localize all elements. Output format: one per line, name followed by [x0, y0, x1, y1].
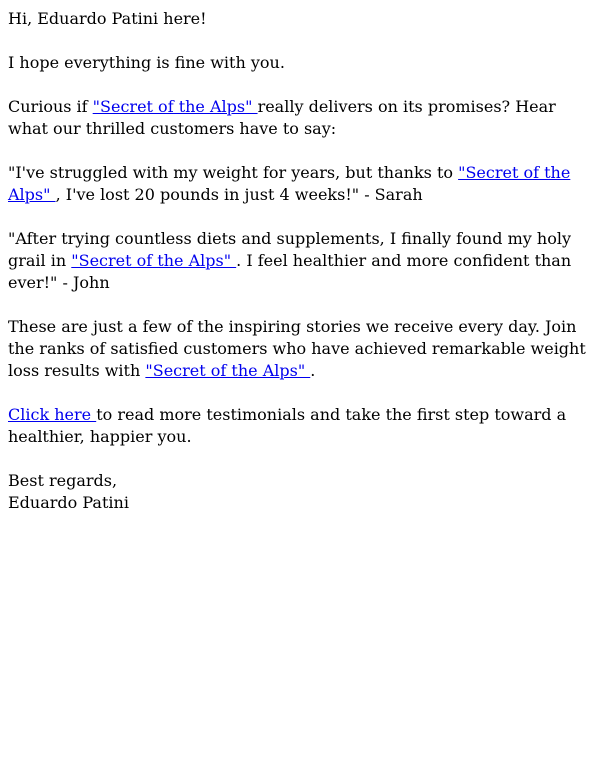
- text-run: Curious if: [8, 97, 93, 116]
- text-run: , I've lost 20 pounds in just 4 weeks!" - Sarah: [55, 185, 423, 204]
- paragraph-call-to-action: [8, 404, 592, 448]
- paragraph-opening: [8, 52, 592, 74]
- text-run: These are just a few of the inspiring stories we receive every day. Join the ranks of satisfied customers who have achieved remarkable weight loss results with: [8, 317, 586, 380]
- text-run: . I feel healthier and more confident than ever!" - John: [8, 251, 572, 292]
- click-here-link[interactable]: Click here: [8, 405, 97, 424]
- paragraph-greeting: [8, 8, 592, 30]
- secret-of-the-alps-link-3[interactable]: "Secret of the Alps": [71, 251, 237, 270]
- text-run: really delivers on its promises? Hear what our thrilled customers have to say:: [8, 97, 556, 138]
- paragraph-testimonial-sarah: [8, 162, 592, 206]
- text-run: Eduardo Patini: [8, 493, 129, 512]
- text-run: Best regards,: [8, 471, 118, 490]
- paragraph-social-proof: [8, 316, 592, 382]
- text-run: to read more testimonials and take the first step toward a healthier, happier you.: [8, 405, 567, 446]
- text-run: .: [310, 361, 316, 380]
- text-run: "After trying countless diets and supplements, I finally found my holy grail in: [8, 229, 572, 270]
- email-document: [8, 8, 592, 514]
- secret-of-the-alps-link-1[interactable]: "Secret of the Alps": [92, 97, 258, 116]
- paragraph-intro-question: [8, 96, 592, 140]
- paragraph-signature: [8, 470, 592, 514]
- text-run: I hope everything is fine with you.: [8, 53, 285, 72]
- secret-of-the-alps-link-4[interactable]: "Secret of the Alps": [145, 361, 311, 380]
- text-run: "I've struggled with my weight for years, but thanks to: [8, 163, 459, 182]
- text-run: Hi, Eduardo Patini here!: [8, 9, 207, 28]
- secret-of-the-alps-link-2[interactable]: "Secret of the Alps": [8, 163, 571, 204]
- paragraph-testimonial-john: [8, 228, 592, 294]
